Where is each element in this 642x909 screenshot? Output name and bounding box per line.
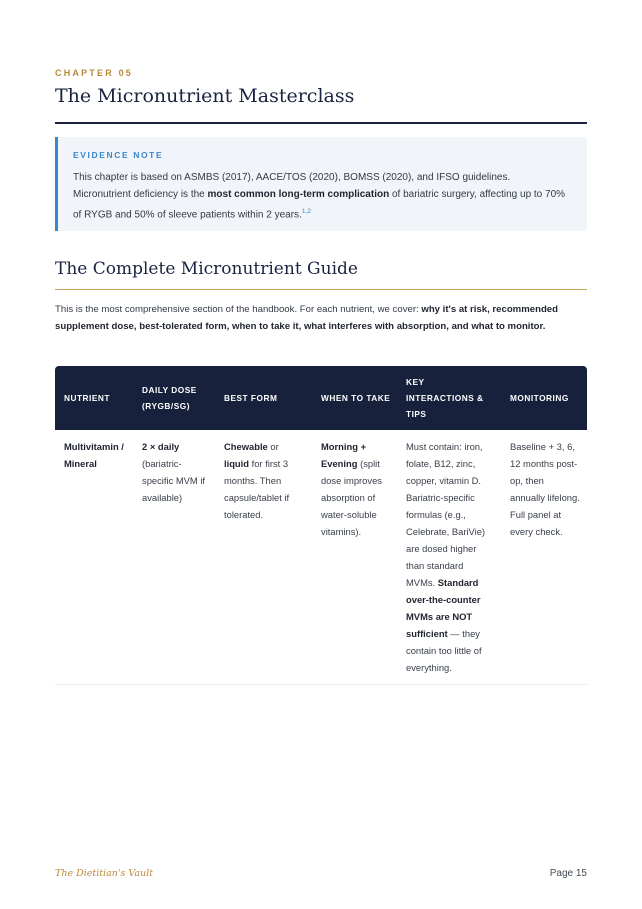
interactions-emphasis: Standard over-the-counter MVMs are NOT sufficient [406,577,481,639]
cell-when [312,430,397,685]
dose-emphasis: 2 × daily [142,441,180,452]
table-header-row [55,366,587,430]
page-number: Page 15 [549,868,587,879]
interactions-text-2: — they contain too little of everything. [406,628,482,673]
header-when-to-take: WHEN TO TAKE [321,393,391,403]
form-text-2: for first 3 months. Then capsule/tablet if tolerated. [224,458,290,520]
section-intro [55,301,587,335]
evidence-note-text-end: of bariatric surgery, affecting up to 70% of RYGB and 50% of sleeve patients within 2 years. [73,189,566,221]
table-row [55,430,587,685]
when-detail: (split dose improves absorption of water-soluble vitamins). [321,458,382,537]
section-title: The Complete Micronutrient Guide [55,259,358,279]
header-daily-dose: DAILY DOSE (RYGB/SG) [142,385,197,411]
evidence-note [55,137,587,231]
title-divider [55,122,587,124]
footer-brand: The Dietitian's Vault [55,868,154,879]
section-divider [55,289,587,290]
header-key-interactions: KEY INTERACTIONS & TIPS [406,377,484,419]
citation-superscript[interactable]: 1,2 [301,208,311,215]
micronutrient-table [55,366,587,685]
form-liquid: liquid [224,458,249,469]
form-text-1: or [267,441,279,452]
header-monitoring: MONITORING [510,393,569,403]
evidence-note-body [73,169,573,223]
evidence-note-label: EVIDENCE NOTE [73,150,164,160]
cell-interactions [397,430,501,685]
when-emphasis: Morning + Evening [321,441,367,469]
section-intro-text: This is the most comprehensive section of the handbook. For each nutrient, we cover: [55,304,422,315]
nutrient-name: Multivitamin / Mineral [64,441,124,469]
chapter-title: The Micronutrient Masterclass [55,85,355,107]
chapter-label: CHAPTER 05 [55,68,134,78]
form-chewable: Chewable [224,441,268,452]
header-best-form: BEST FORM [224,393,278,403]
header-nutrient: NUTRIENT [64,393,110,403]
cell-form [215,430,312,685]
dose-detail: (bariatric-specific MVM if available) [142,458,206,503]
cell-monitoring: Baseline + 3, 6, 12 months post-op, then annually lifelong. Full panel at every check. [510,441,580,537]
interactions-text-1: Must contain: iron, folate, B12, zinc, copper, vitamin D. Bariatric-specific formulas (e.g., Celebrate, BariVie) are dosed higher than standard MVMs. [406,441,486,588]
section-intro-emphasis: why it's at risk, recommended supplement dose, best-tolerated form, when to take it, what interferes with absorption, and what to monitor. [55,304,559,332]
evidence-note-emphasis: most common long-term complication [207,189,390,200]
evidence-note-text: Micronutrient deficiency is the [73,189,208,200]
evidence-note-line1: This chapter is based on ASMBS (2017), AACE/TOS (2020), BOMSS (2020), and IFSO guidelines. [73,172,511,183]
cell-dose [133,430,215,685]
cell-nutrient [55,430,133,685]
